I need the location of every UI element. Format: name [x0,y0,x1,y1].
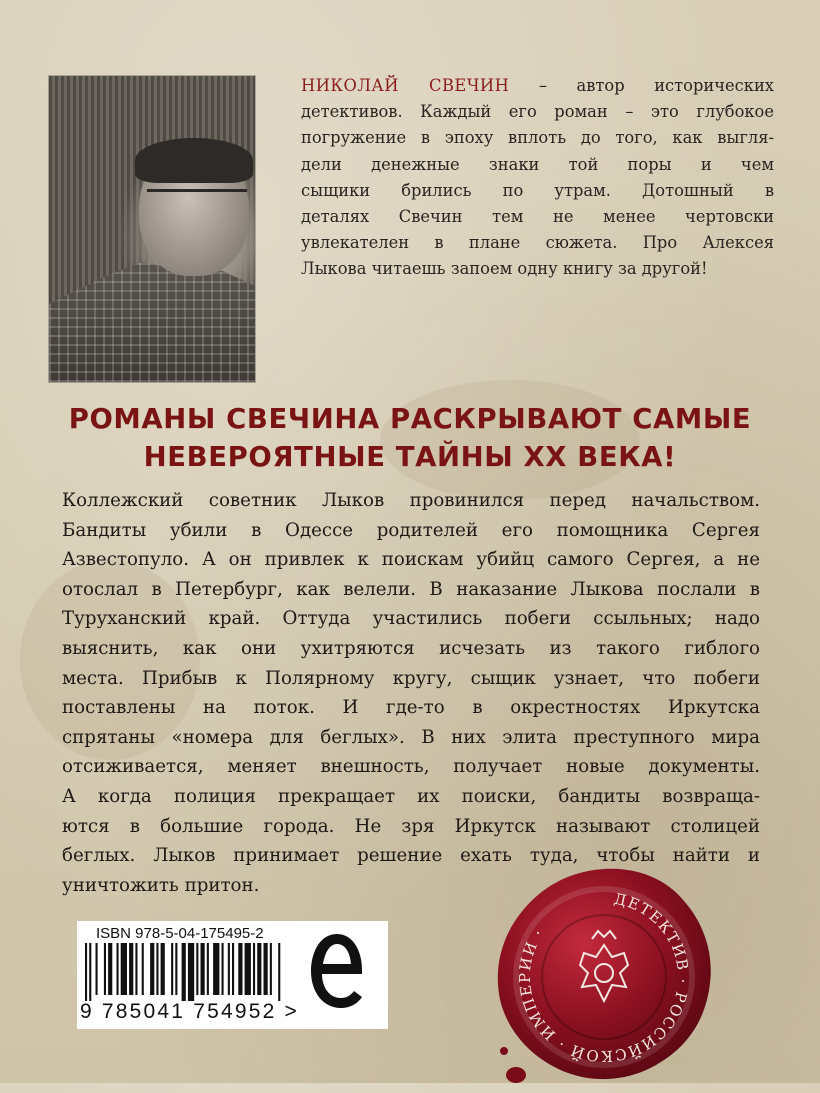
barcode-bar [253,943,255,995]
bio-line: дели денежные знаки той поры и чем [301,154,774,174]
barcode-bar [278,943,280,1001]
bio-line: сыщики брились по утрам. Дотошный в [301,180,774,200]
barcode-bar [129,943,133,995]
barcode-bar [270,943,272,995]
barcode-bar [171,943,173,995]
barcode-bar [228,943,230,995]
author-photo-shirt [49,262,255,382]
barcode-bar [135,943,137,995]
barcode-bar [117,943,119,995]
barcode-bar [161,943,165,995]
seal-text: ДЕТЕКТИВ · РОССИЙСКОЙ · ИМПЕРИИ · [515,889,692,1066]
annotation-line: уничтожить притон. [62,874,260,896]
barcode-bar [175,943,177,995]
barcode-bar [104,943,106,995]
ean-number: 9 785041 754952 > [80,1000,299,1023]
barcode-bar [150,943,154,995]
annotation-line: спрятаны «номера для беглых». В них элита преступного мира [62,726,760,748]
author-bio [301,73,774,283]
barcode-bar [222,943,224,995]
barcode-bar [196,943,198,995]
headline-line-2: НЕВЕРОЯТНЫЕ ТАЙНЫ ХХ ВЕКА! [143,441,677,473]
bio-line [301,73,774,99]
barcode-bar [85,943,87,1001]
bio-line: погружение в эпоху вплоть до того, как выгля- [301,128,774,148]
barcode-bar [245,943,251,995]
bio-first-line-rest: – автор исторических [509,76,774,95]
bio-line: деталях Свечин тем не менее чертовски [301,207,774,227]
annotation-line: А когда полиция прекращает их поиски, бандиты возвраща- [62,785,760,807]
bio-line: Лыкова читаешь запоем одну книгу за другой! [301,259,708,279]
wax-seal-icon [488,861,720,1093]
annotation-line: Туруханский край. Оттуда участились побеги ссыльных; надо [62,608,760,630]
barcode-bar [108,943,112,995]
headline-line-1: РОМАНЫ СВЕЧИНА РАСКРЫВАЮТ САМЫЕ [68,403,752,435]
barcode-bar [188,943,194,1001]
annotation-text [62,486,760,900]
barcode-bar [201,943,205,995]
barcode-bar [182,943,186,1001]
bio-line: увлекателен в плане сюжета. Про Алексея [301,233,774,253]
annotation-line: Бандиты убили в Одессе родителей его помощника Сергея [62,519,760,541]
barcode-bar [96,943,98,995]
author-name: НИКОЛАЙ СВЕЧИН [301,76,510,95]
author-photo [49,76,255,382]
barcode-bar [257,943,261,995]
annotation-line: выяснить, как они ухитряются исчезать из такого гиблого [62,637,760,659]
author-photo-hair [135,138,253,183]
annotation-line: отослал в Петербург, как велели. В наказание Лыкова послали в [62,578,760,600]
headline [0,400,820,476]
annotation-line: ются в большие города. Не зря Иркутск называют столицей [62,815,760,837]
annotation-line: Коллежский советник Лыков провинился перед начальством. [62,490,760,511]
annotation-line: беглых. Лыков принимает решение ехать туда, чтобы найти и [62,845,760,867]
publisher-logo-icon [307,926,367,1016]
barcode-bar [207,943,209,995]
barcode-bar [232,943,234,995]
author-photo-glasses [147,189,247,212]
annotation-line: поставлены на поток. И где-то в окрестностях Иркутска [62,697,760,719]
barcode-bar [264,943,268,995]
annotation-line: места. Прибыв к Полярному кругу, сыщик узнает, что побеги [62,667,760,689]
barcode-bar [156,943,158,995]
bio-line: детективов. Каждый его роман – это глубокое [301,102,774,122]
annotation-line: отсиживается, меняет внешность, получает новые документы. [62,756,760,778]
barcode-bar [238,943,242,995]
barcode-bar [142,943,144,995]
isbn-text: ISBN 978-5-04-175495-2 [96,925,264,942]
barcode-bar [89,943,91,1001]
barcode-bar [213,943,219,995]
annotation-line: Азвестопуло. А он привлек к поискам убийц самого Сергея, а не [62,549,760,571]
barcode-bar [121,943,127,995]
